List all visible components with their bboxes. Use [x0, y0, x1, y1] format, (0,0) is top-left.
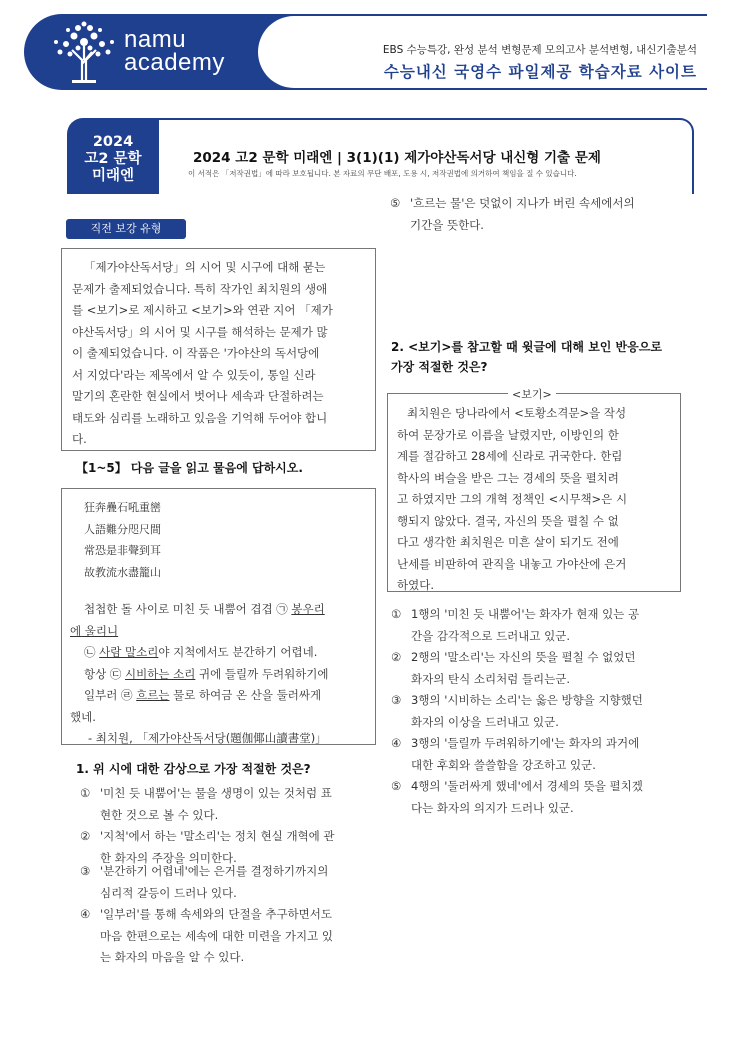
- poem-keyword-a-cont: 에 울리니: [70, 623, 119, 638]
- q2-option-2[interactable]: ② 2행의 '말소리'는 자신의 뜻을 펼칠 수 없었던 화자의 탄식 소리처럼 들리는군.: [391, 650, 636, 686]
- question-1: 1. 위 시에 대한 감상으로 가장 적절한 것은?: [76, 762, 311, 776]
- q2-option-4[interactable]: ④ 3행의 '들릴까 두려워하기에'는 화자의 과거에 대한 후회와 쓸쓸함을 강조하고 있군.: [391, 736, 640, 772]
- intro-line: 를 <보기>로 제시하고 <보기>와 연관 지어 「제가: [72, 303, 333, 317]
- poem-translation: [70, 599, 370, 750]
- poem-keyword-a: 봉우리: [291, 602, 325, 616]
- header-banner: [24, 14, 707, 90]
- bogi-label: <보기>: [508, 386, 556, 402]
- section-tag: 직전 보강 유형: [66, 219, 186, 239]
- poem-source: - 최치원, 「제가야산독서당(題伽倻山讀書堂)」: [88, 731, 327, 745]
- instruction: 【1~5】 다음 글을 읽고 물음에 답하시오.: [76, 461, 303, 475]
- badge-grade: 고2 문학: [84, 151, 142, 167]
- poem-line: 했네.: [70, 709, 96, 724]
- poem-hanja: [84, 497, 161, 583]
- poem-line: ㉡ 사람 말소리야 지척에서도 분간하기 어렵네.: [84, 645, 318, 659]
- intro-text: [72, 257, 366, 451]
- question-2: 2. <보기>를 참고할 때 윗글에 대해 보인 반응으로 가장 적절한 것은?: [391, 340, 662, 374]
- logo-text: [124, 28, 225, 74]
- poem-line: 첩첩한 돌 사이로 미친 듯 내뿜어 겹겹 ㉠ 봉우리: [84, 602, 325, 616]
- tree-logo-icon: [48, 20, 120, 86]
- hanja-line: 常恐是非聲到耳: [84, 544, 161, 557]
- q1-option-2[interactable]: ② '지척'에서 하는 '말소리'는 정치 현실 개혁에 관 한 화자의 주장을 의미한다.: [80, 829, 335, 865]
- logo-line1: namu: [124, 26, 187, 53]
- banner-text-area: [256, 14, 707, 90]
- hanja-line: 故教流水盡籠山: [84, 565, 161, 579]
- logo-line2: academy: [124, 49, 225, 76]
- q1-option-4[interactable]: ④ '일부러'를 통해 속세와의 단절을 추구하면서도 마음 한편으로는 세속에 대한 미련을 가지고 있 는 화자의 마음을 알 수 있다.: [80, 907, 334, 964]
- intro-line: 이 출제되었습니다. 이 작품은 '가야산의 독서당에: [72, 346, 320, 360]
- intro-line: 다.: [72, 432, 87, 446]
- hanja-line: 人語難分咫尺間: [84, 522, 161, 536]
- hanja-line: 狂奔疊石吼重巒: [84, 501, 161, 514]
- badge-publisher: 미래엔: [91, 168, 135, 184]
- intro-line: 태도와 심리를 노래하고 있음을 기억해 두어야 합니: [72, 410, 328, 425]
- banner-title: 수능내신 국영수 파일제공 학습자료 사이트: [383, 63, 697, 81]
- poem-keyword-c: 시비하는 소리: [125, 666, 196, 681]
- copyright-notice: 이 서적은 「저작권법」에 따라 보호됩니다. 본 자료의 무단 배포, 도용 시, 저작권법에 의거하여 책임을 질 수 있습니다.: [188, 169, 577, 178]
- q1-option-5[interactable]: ⑤ '흐르는 물'은 덧없이 지나가 버린 속세에서의 기간을 뜻한다.: [390, 196, 635, 232]
- page-title: 2024 고2 문학 미래엔 | 3(1)(1) 제가야산독서당 내신형 기출 문제: [193, 150, 601, 166]
- intro-line: 말기의 혼란한 현실에서 벗어나 세속과 단절하려는: [72, 389, 324, 403]
- q2-option-5[interactable]: ⑤ 4행의 '둘러싸게 했네'에서 경세의 뜻을 펼치겠 다는 화자의 의지가 드러나 있군.: [391, 779, 643, 815]
- intro-line: 문제가 출제되었습니다. 특히 작가인 최치원의 생애: [72, 281, 328, 296]
- bogi-text: 최치원은 당나라에서 <토황소격문>을 작성 하여 문장가로 이름을 날렸지만, 이방인의 한 계를 절감하고 28세에 신라로 귀국한다. 한림 학사의 벼슬을 받은 그는 경세의 뜻을 펼치려 고 하였지만 그의 개혁 정책인 <시무책>은 시 행되지 않았다. 결국, 자신의 뜻을 펼칠 수 없 다고 생각한 최치원은 미흔 살이 되기도 전에 난세를 비판하여 관직을 내놓고 가야산에 은거 하였다.: [397, 406, 628, 592]
- intro-line: 서 지었다'라는 제목에서 알 수 있듯이, 통일 신라: [72, 367, 316, 382]
- poem-keyword-b: 사람 말소리: [99, 645, 159, 659]
- title-badge: [67, 118, 159, 194]
- intro-line: 「제가야산독서당」의 시어 및 시구에 대해 묻는: [84, 260, 326, 274]
- poem-line: 항상 ㉢ 시비하는 소리 귀에 들릴까 두려워하기에: [84, 666, 329, 681]
- poem-line: 일부러 ㉣ 흐르는 물로 하여금 온 산을 둘러싸게: [84, 688, 322, 702]
- badge-year: 2024: [92, 134, 134, 150]
- q2-option-1[interactable]: ① 1행의 '미친 듯 내뿜어'는 화자가 현재 있는 공 간을 감각적으로 드러내고 있군.: [391, 607, 640, 643]
- intro-line: 야산독서당」의 시어 및 시구를 해석하는 문제가 많: [72, 324, 328, 339]
- poem-keyword-d: 흐르는: [136, 688, 170, 702]
- q1-option-1[interactable]: ① '미친 듯 내뿜어'는 물을 생명이 있는 것처럼 표 현한 것으로 볼 수 있다.: [80, 786, 332, 822]
- q1-option-3[interactable]: ③ '분간하기 어렵네'에는 은거를 결정하기까지의 심리적 갈등이 드러나 있다.: [80, 864, 329, 900]
- q2-option-3[interactable]: ③ 3행의 '시비하는 소리'는 옳은 방향을 지향했던 화자의 이상을 드러내고 있군.: [391, 693, 643, 729]
- banner-subtitle: EBS 수능특강, 완성 분석 변형문제 모의고사 분석변형, 내신기출분석: [382, 44, 697, 56]
